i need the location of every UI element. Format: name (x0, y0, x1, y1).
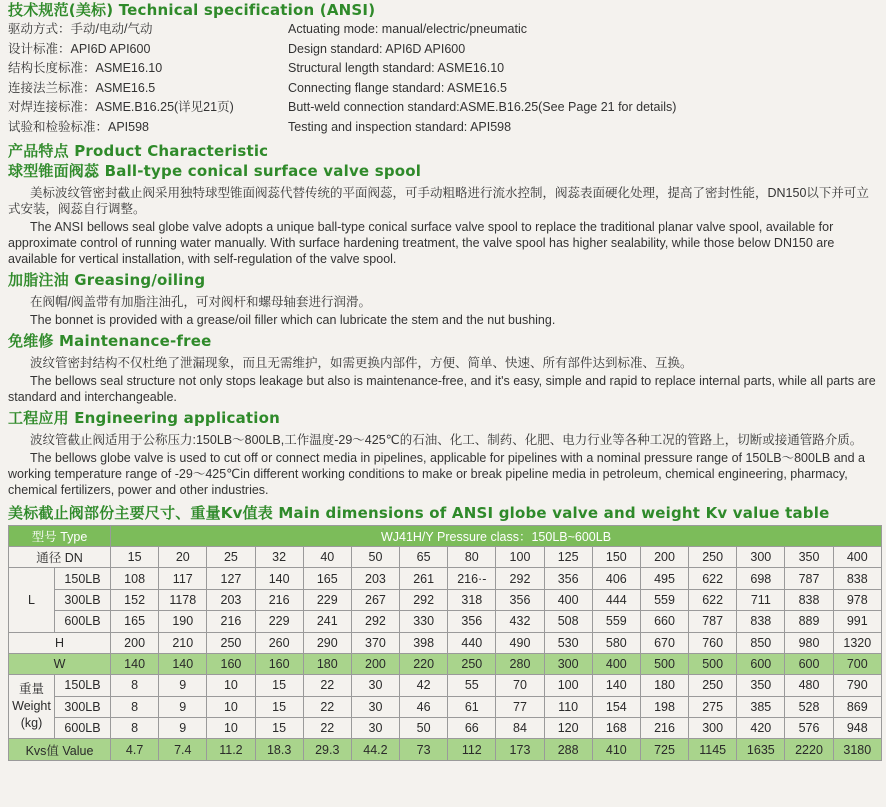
type-label: 型号 Type (9, 525, 111, 546)
w-cell: 140 (159, 653, 207, 674)
l-cell: 508 (544, 611, 592, 632)
spec-row-cn: 试验和检验标准：API598 (8, 119, 150, 134)
l-cell: 165 (303, 568, 351, 589)
weight-cell: 22 (303, 675, 351, 696)
l-cell: 978 (833, 589, 881, 610)
dn-cell: 20 (159, 546, 207, 567)
table-row (9, 568, 882, 589)
kv-cell: 1145 (689, 739, 737, 760)
l-cell: 991 (833, 611, 881, 632)
weight-cell: 46 (400, 696, 448, 717)
weight-cell: 9 (159, 718, 207, 739)
spec-row-en: Actuating mode: manual/electric/pneumatic (288, 22, 528, 36)
spec-row-cn: 连接法兰标准：ASME16.5 (8, 80, 156, 95)
pressure-class: 150LB (55, 568, 111, 589)
weight-cell: 120 (544, 718, 592, 739)
dn-cell: 15 (111, 546, 159, 567)
dn-cell: 350 (785, 546, 833, 567)
greasing-text-cn: 在阀帽/阀盖带有加脂注油孔，可对阀杆和螺母轴套进行润滑。 (30, 294, 371, 309)
weight-cell: 180 (640, 675, 688, 696)
w-cell: 500 (689, 653, 737, 674)
h-cell: 210 (159, 632, 207, 653)
product-text-en: The ANSI bellows seal globe valve adopts a unique ball-type conical surface valve spool to replace the traditional planar valve spool, available for approximate control of running water manually. With surface hardening treatment, the valve spool has higher sealability, while those below DN150 are available for vertical installation, with self-regulation of the valve spool. (8, 219, 835, 266)
spec-row-en: Testing and inspection standard: API598 (288, 119, 512, 134)
kv-cell: 11.2 (207, 739, 255, 760)
dn-cell: 250 (689, 546, 737, 567)
weight-cell: 8 (111, 718, 159, 739)
weight-cell: 30 (351, 696, 399, 717)
table-title: 美标截止阀部份主要尺寸、重量Kv值表 Main dimensions of ANSI globe valve and weight Kv value table (8, 503, 830, 522)
h-cell: 440 (448, 632, 496, 653)
table-row (9, 739, 882, 760)
product-title: 产品特点 Product Characteristic (8, 141, 269, 160)
kv-cell: 288 (544, 739, 592, 760)
dimensions-table (8, 525, 882, 761)
kv-cell: 173 (496, 739, 544, 760)
weight-cell: 8 (111, 696, 159, 717)
h-cell: 530 (544, 632, 592, 653)
l-label: L (9, 568, 55, 632)
dn-cell: 50 (351, 546, 399, 567)
l-cell: 241 (303, 611, 351, 632)
weight-cell: 480 (785, 675, 833, 696)
table-row (9, 675, 882, 696)
h-cell: 200 (111, 632, 159, 653)
maintenance-text-cn: 波纹管密封结构不仅杜绝了泄漏现象，而且无需维护，如需更换内部件，方便、简单、快速、所有部件达到标准、互换。 (30, 355, 693, 370)
weight-cell: 42 (400, 675, 448, 696)
pressure-class: 600LB (55, 718, 111, 739)
l-cell: 559 (640, 589, 688, 610)
kv-cell: 725 (640, 739, 688, 760)
l-cell: 787 (689, 611, 737, 632)
kv-cell: 18.3 (255, 739, 303, 760)
weight-cell: 350 (737, 675, 785, 696)
weight-cell: 84 (496, 718, 544, 739)
kv-cell: 4.7 (111, 739, 159, 760)
weight-cell: 15 (255, 718, 303, 739)
spec-row-cn: 设计标准：API6D API600 (8, 41, 151, 56)
pressure-class: 300LB (55, 589, 111, 610)
l-cell: 838 (833, 568, 881, 589)
spec-row-en: Butt-weld connection standard:ASME.B16.25(See Page 21 for details) (288, 100, 677, 115)
l-cell: 406 (592, 568, 640, 589)
spec-title: 技术规范(美标) Technical specification (ANSI) (8, 1, 376, 19)
weight-cell: 30 (351, 675, 399, 696)
kv-cell: 73 (400, 739, 448, 760)
weight-cell: 30 (351, 718, 399, 739)
l-cell: 711 (737, 589, 785, 610)
maintenance-title: 免维修 Maintenance-free (8, 331, 212, 350)
h-cell: 250 (207, 632, 255, 653)
spec-row-cn: 对焊连接标准：ASME.B16.25(详见21页) (8, 100, 234, 115)
weight-cell: 50 (400, 718, 448, 739)
spec-row-cn: 驱动方式：手动/电动/气动 (8, 22, 153, 36)
l-cell: 622 (689, 568, 737, 589)
w-cell: 140 (111, 653, 159, 674)
type-value: WJ41H/Y Pressure class：150LB~600LB (111, 525, 882, 546)
spec-row-cn: 结构长度标准：ASME16.10 (8, 61, 163, 76)
weight-cell: 70 (496, 675, 544, 696)
weight-cell: 216 (640, 718, 688, 739)
l-cell: 318 (448, 589, 496, 610)
w-cell: 400 (592, 653, 640, 674)
weight-cell: 198 (640, 696, 688, 717)
weight-cell: 528 (785, 696, 833, 717)
weight-cell: 140 (592, 675, 640, 696)
table-row (9, 611, 882, 632)
dn-cell: 80 (448, 546, 496, 567)
l-cell: 330 (400, 611, 448, 632)
maintenance-text-en: The bellows seal structure not only stops leakage but also is maintenance-free, and it's easy, simple and rapid to replace internal parts, while all parts are standard and interchangeable. (8, 373, 876, 404)
l-cell: 117 (159, 568, 207, 589)
engineering-title: 工程应用 Engineering application (8, 408, 281, 427)
weight-cell: 948 (833, 718, 881, 739)
h-cell: 580 (592, 632, 640, 653)
weight-cell: 420 (737, 718, 785, 739)
weight-label-line: Weight (12, 699, 51, 714)
w-cell: 220 (400, 653, 448, 674)
dn-cell: 40 (303, 546, 351, 567)
l-cell: 140 (255, 568, 303, 589)
weight-cell: 8 (111, 675, 159, 696)
l-cell: 108 (111, 568, 159, 589)
dn-cell: 200 (640, 546, 688, 567)
kv-cell: 410 (592, 739, 640, 760)
table-row (9, 696, 882, 717)
dn-cell: 300 (737, 546, 785, 567)
w-cell: 500 (640, 653, 688, 674)
weight-label-line: (kg) (20, 716, 43, 731)
l-cell: 622 (689, 589, 737, 610)
l-cell: 432 (496, 611, 544, 632)
table-row (9, 632, 882, 653)
weight-cell: 61 (448, 696, 496, 717)
weight-cell: 110 (544, 696, 592, 717)
weight-cell: 576 (785, 718, 833, 739)
table-row (9, 718, 882, 739)
weight-cell: 869 (833, 696, 881, 717)
weight-cell: 9 (159, 696, 207, 717)
l-cell: 889 (785, 611, 833, 632)
product-subtitle: 球型锥面阀蕊 Ball-type conical surface valve spool (8, 161, 422, 180)
weight-cell: 22 (303, 696, 351, 717)
weight-cell: 9 (159, 675, 207, 696)
spec-row-en: Connecting flange standard: ASME16.5 (288, 80, 507, 95)
spec-row-en: Design standard: API6D API600 (288, 41, 466, 56)
weight-cell: 77 (496, 696, 544, 717)
l-cell: 444 (592, 589, 640, 610)
h-cell: 760 (689, 632, 737, 653)
dn-cell: 32 (255, 546, 303, 567)
pressure-class: 300LB (55, 696, 111, 717)
table-row (9, 589, 882, 610)
l-cell: 838 (737, 611, 785, 632)
kv-cell: 44.2 (351, 739, 399, 760)
l-cell: 216 (207, 611, 255, 632)
spec-row-en: Structural length standard: ASME16.10 (288, 61, 505, 76)
l-cell: 216·- (448, 568, 496, 589)
weight-label-line: 重量 (18, 682, 44, 697)
kv-cell: 7.4 (159, 739, 207, 760)
product-text-cn: 美标波纹管密封截止阀采用独特球型锥面阀蕊代替传统的平面阀蕊，可手动粗略进行流水控制，阀蕊表面硬化处理，提高了密封性能，DN150以下并可立式安装，阀蕊自行调整。 (8, 185, 869, 216)
w-label: W (9, 653, 111, 674)
w-cell: 250 (448, 653, 496, 674)
w-cell: 200 (351, 653, 399, 674)
l-cell: 127 (207, 568, 255, 589)
table-row (9, 653, 882, 674)
weight-cell: 10 (207, 718, 255, 739)
h-cell: 980 (785, 632, 833, 653)
l-cell: 356 (496, 589, 544, 610)
h-cell: 490 (496, 632, 544, 653)
dn-cell: 25 (207, 546, 255, 567)
weight-cell: 15 (255, 696, 303, 717)
dn-label: 通径 DN (9, 546, 111, 567)
kv-cell: 2220 (785, 739, 833, 760)
h-cell: 290 (303, 632, 351, 653)
l-cell: 838 (785, 589, 833, 610)
table-row (9, 525, 882, 546)
weight-cell: 275 (689, 696, 737, 717)
pressure-class: 150LB (55, 675, 111, 696)
l-cell: 190 (159, 611, 207, 632)
kv-cell: 3180 (833, 739, 881, 760)
l-cell: 660 (640, 611, 688, 632)
dn-cell: 150 (592, 546, 640, 567)
kv-cell: 29.3 (303, 739, 351, 760)
dn-cell: 65 (400, 546, 448, 567)
dn-cell: 100 (496, 546, 544, 567)
w-cell: 700 (833, 653, 881, 674)
weight-cell: 385 (737, 696, 785, 717)
l-cell: 292 (351, 611, 399, 632)
pressure-class: 600LB (55, 611, 111, 632)
h-cell: 850 (737, 632, 785, 653)
w-cell: 300 (544, 653, 592, 674)
table-row (9, 546, 882, 567)
l-cell: 292 (400, 589, 448, 610)
l-cell: 356 (448, 611, 496, 632)
h-cell: 398 (400, 632, 448, 653)
h-cell: 370 (351, 632, 399, 653)
weight-label (9, 675, 55, 739)
weight-cell: 66 (448, 718, 496, 739)
kv-label: Kvs值 Value (9, 739, 111, 760)
greasing-title: 加脂注油 Greasing/oiling (8, 270, 206, 289)
w-cell: 180 (303, 653, 351, 674)
l-cell: 495 (640, 568, 688, 589)
l-cell: 229 (303, 589, 351, 610)
spec-list (8, 20, 880, 138)
w-cell: 160 (255, 653, 303, 674)
l-cell: 261 (400, 568, 448, 589)
l-cell: 165 (111, 611, 159, 632)
kv-cell: 112 (448, 739, 496, 760)
weight-cell: 250 (689, 675, 737, 696)
l-cell: 698 (737, 568, 785, 589)
w-cell: 600 (785, 653, 833, 674)
weight-cell: 10 (207, 696, 255, 717)
weight-cell: 55 (448, 675, 496, 696)
weight-cell: 154 (592, 696, 640, 717)
l-cell: 356 (544, 568, 592, 589)
weight-cell: 10 (207, 675, 255, 696)
weight-cell: 300 (689, 718, 737, 739)
l-cell: 1178 (159, 589, 207, 610)
h-label: H (9, 632, 111, 653)
dn-cell: 400 (833, 546, 881, 567)
w-cell: 160 (207, 653, 255, 674)
weight-cell: 100 (544, 675, 592, 696)
l-cell: 787 (785, 568, 833, 589)
h-cell: 260 (255, 632, 303, 653)
engineering-text-cn: 波纹管截止阀适用于公称压力:150LB～800LB,工作温度-29～425℃的石油、化工、制药、化肥、电力行业等各种工况的管路上，切断或接通管路介质。 (30, 432, 863, 447)
l-cell: 229 (255, 611, 303, 632)
w-cell: 280 (496, 653, 544, 674)
h-cell: 1320 (833, 632, 881, 653)
weight-cell: 15 (255, 675, 303, 696)
w-cell: 600 (737, 653, 785, 674)
weight-cell: 22 (303, 718, 351, 739)
l-cell: 559 (592, 611, 640, 632)
l-cell: 216 (255, 589, 303, 610)
dn-cell: 125 (544, 546, 592, 567)
l-cell: 267 (351, 589, 399, 610)
h-cell: 670 (640, 632, 688, 653)
greasing-text-en: The bonnet is provided with a grease/oil filler which can lubricate the stem and the nut bushing. (30, 312, 556, 327)
kv-cell: 1635 (737, 739, 785, 760)
l-cell: 152 (111, 589, 159, 610)
weight-cell: 168 (592, 718, 640, 739)
engineering-text-en: The bellows globe valve is used to cut off or connect media in pipelines, applicable for pipelines with a nominal pressure range of 150LB～800LB and a working temperature range of -29～425℃in different working conditions to make or break pipeline media in petroleum, chemical engineering, pharmacy, chemical fertilizers, power and other industries. (8, 450, 866, 497)
l-cell: 400 (544, 589, 592, 610)
l-cell: 203 (351, 568, 399, 589)
weight-cell: 790 (833, 675, 881, 696)
l-cell: 292 (496, 568, 544, 589)
l-cell: 203 (207, 589, 255, 610)
